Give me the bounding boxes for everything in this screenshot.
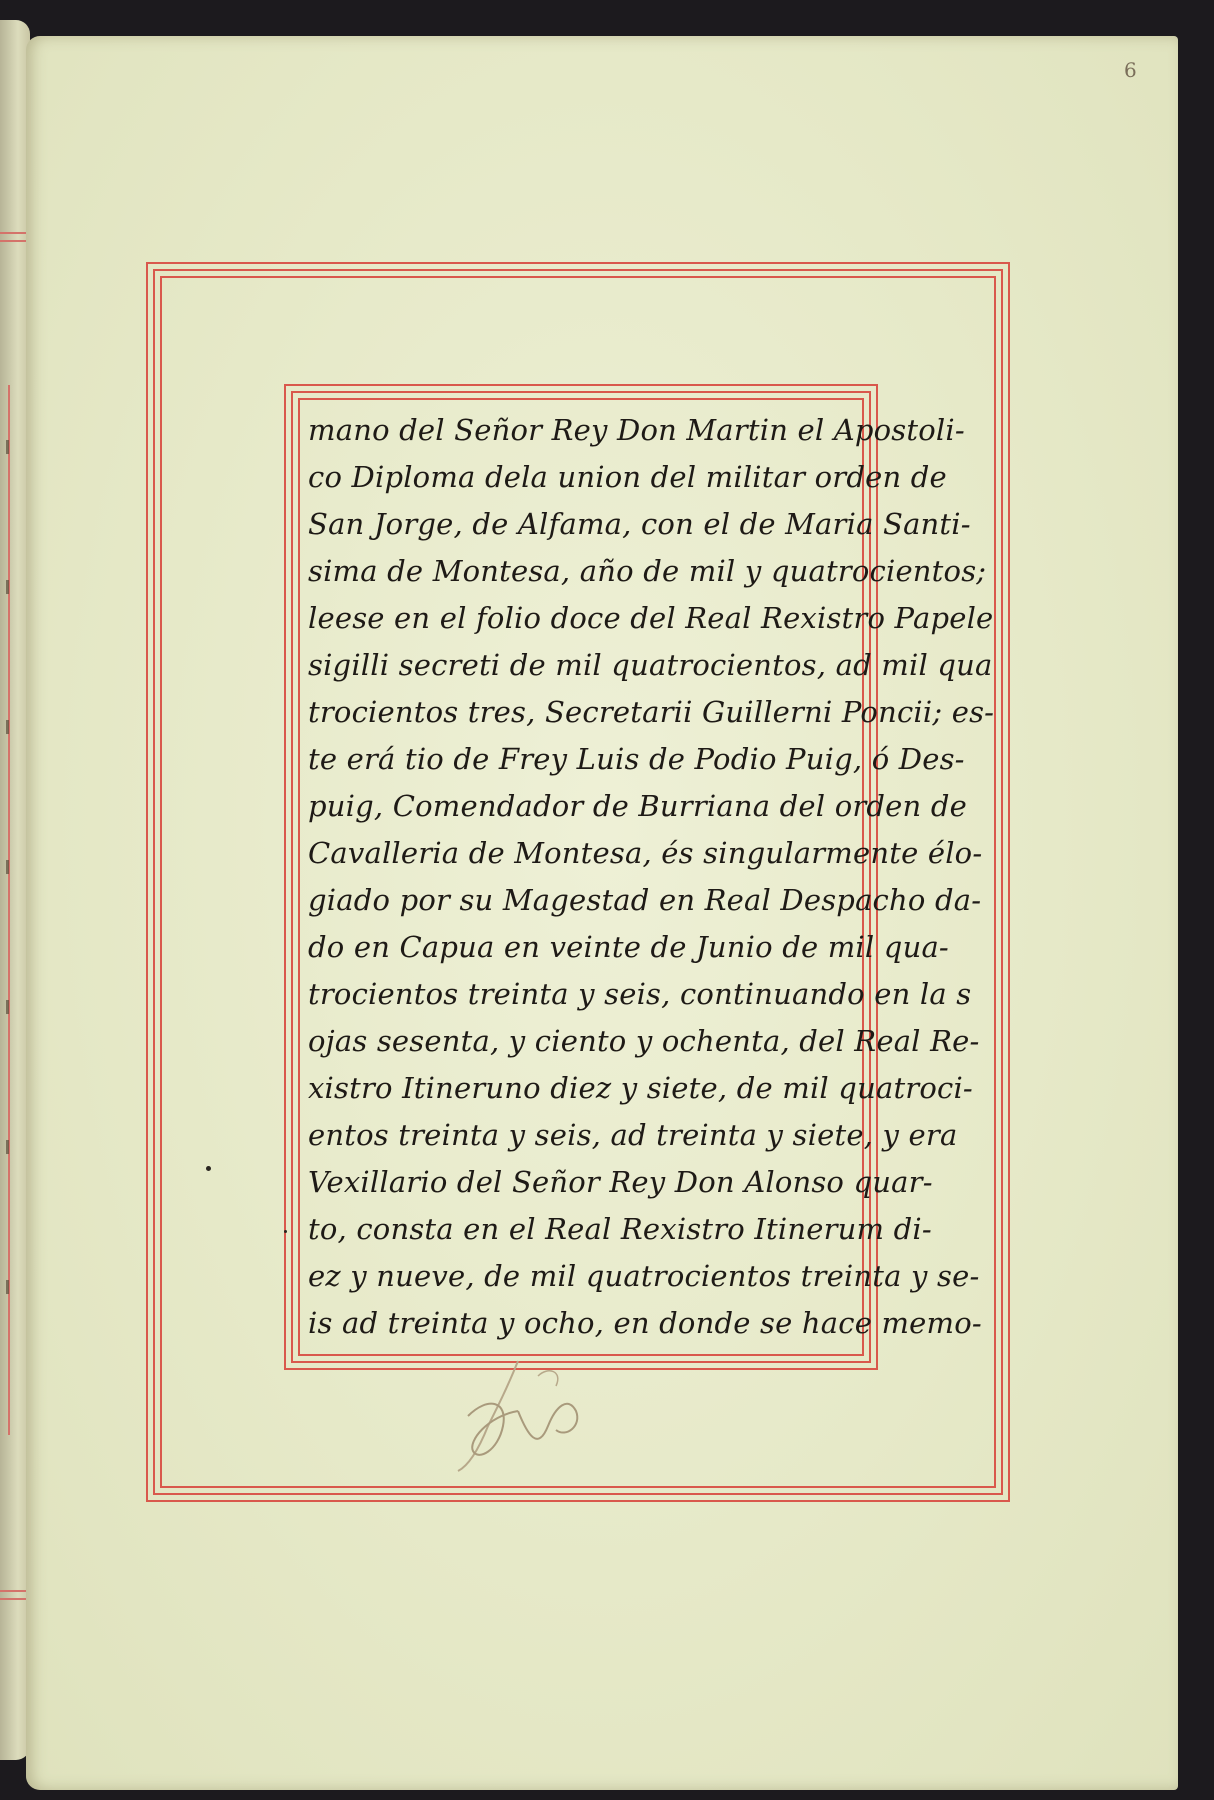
text-line: trocientos tres, Secretarii Guillerni Poncii; es- <box>308 695 995 729</box>
text-line: do en Capua en veinte de Junio de mil qua- <box>308 930 949 964</box>
prev-leaf-ink-mark <box>6 1140 9 1154</box>
text-line: entos treinta y seis, ad treinta y siete, y era <box>308 1118 958 1152</box>
text-line: ez y nueve, de mil quatrocientos treinta y se- <box>308 1259 980 1293</box>
prev-leaf-ink-mark <box>6 1280 9 1294</box>
prev-leaf-rule <box>0 232 26 234</box>
text-line: San Jorge, de Alfama, con el de Maria Santi- <box>308 507 971 541</box>
manuscript-text-block <box>308 408 995 1348</box>
text-line: sigilli secreti de mil quatrocientos, ad mil qua <box>308 648 993 682</box>
prev-leaf-rule <box>0 240 26 242</box>
prev-leaf-ink-mark <box>6 860 9 874</box>
text-line: to, consta en el Real Rexistro Itinerum di- <box>308 1212 932 1246</box>
prev-leaf-rule <box>0 1598 26 1600</box>
folio-number: 6 <box>1124 58 1137 82</box>
prev-leaf-vertical-rule <box>8 385 10 1435</box>
text-line: Cavalleria de Montesa, és singularmente élo- <box>308 836 983 870</box>
prev-leaf-ink-mark <box>6 720 9 734</box>
prev-leaf-ink-mark <box>6 440 9 454</box>
text-line: sima de Montesa, año de mil y quatrocientos; <box>308 554 987 588</box>
text-line: trocientos treinta y seis, continuando en la s <box>308 977 972 1011</box>
margin-ink-dot <box>206 1166 211 1171</box>
text-line: leese en el folio doce del Real Rexistro Papele <box>308 601 994 635</box>
prev-leaf-ink-mark <box>6 1000 9 1014</box>
text-line: te erá tio de Frey Luis de Podio Puig, ó Des- <box>308 742 965 776</box>
paraph-flourish-signature <box>448 1356 598 1476</box>
margin-ink-dot <box>284 1230 287 1233</box>
text-line: is ad treinta y ocho, en donde se hace memo- <box>308 1306 982 1340</box>
text-line: ojas sesenta, y ciento y ochenta, del Real Re- <box>308 1024 980 1058</box>
text-line: puig, Comendador de Burriana del orden de <box>308 789 967 823</box>
text-line: mano del Señor Rey Don Martin el Apostoli- <box>308 413 965 447</box>
text-line: co Diploma dela union del militar orden de <box>308 460 947 494</box>
prev-leaf-rule <box>0 1590 26 1592</box>
prev-leaf-ink-mark <box>6 580 9 594</box>
text-line: xistro Itineruno diez y siete, de mil quatroci- <box>308 1071 973 1105</box>
text-line: giado por su Magestad en Real Despacho da- <box>308 883 982 917</box>
text-line: Vexillario del Señor Rey Don Alonso quar- <box>308 1165 933 1199</box>
